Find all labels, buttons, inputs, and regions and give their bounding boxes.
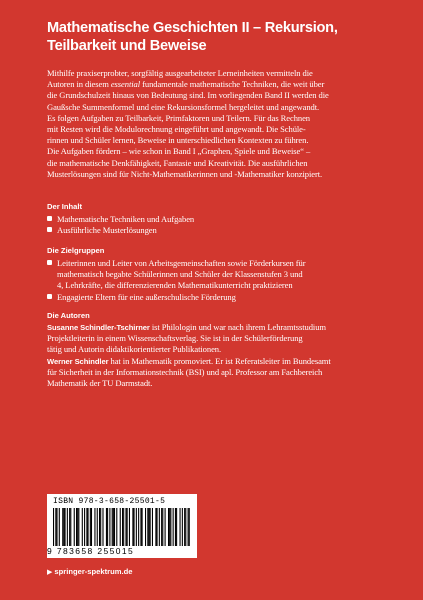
list-item: Engagierte Eltern für eine außerschulische Förderung bbox=[47, 292, 392, 303]
author-2-line: für Sicherheit in der Informationstechnik (BSI) und apl. Professor am Fachbereich bbox=[47, 366, 323, 377]
intro-line: rinnen und Schüler lernen, Beweise in unterschiedlichen Kontexten zu führen. bbox=[47, 135, 309, 146]
isbn-label: ISBN 978-3-658-25501-5 bbox=[53, 497, 166, 506]
title-line-2: Teilbarkeit und Beweise bbox=[47, 38, 207, 54]
intro-line: Gaußsche Summenformel und eine Rekursionsformel hergeleitet und angewandt. bbox=[47, 101, 320, 112]
intro-line: mit Resten wird die Modulorechnung eingeführt und angewandt. Die Schüle- bbox=[47, 124, 306, 135]
author-1-line: Projektleiterin in einem Wissenschaftsverlag. Sie ist in der Schülerförderung bbox=[47, 333, 303, 344]
zielgruppen-heading: Die Zielgruppen bbox=[47, 246, 105, 255]
author-2-name: Werner Schindler bbox=[47, 356, 109, 366]
list-item: Leiterinnen und Leiter von Arbeitsgemeinschaften sowie Förderkursen für mathematisch begabte Schülerinnen und Schüler der Klassenstufen 3 und 4, Lehrkräfte, die differenzierenden Mathematikunterricht praktizieren bbox=[47, 258, 392, 292]
arrow-right-icon: ▶ bbox=[47, 569, 53, 576]
author-1-line: Susanne Schindler-Tschirner ist Philologin und war nach ihrem Lehramtsstudium bbox=[47, 322, 326, 332]
author-2-line: Werner Schindler hat in Mathematik promoviert. Er ist Referatsleiter im Bundesamt bbox=[47, 355, 331, 366]
list-item: Mathematische Techniken und Aufgaben bbox=[47, 214, 392, 225]
barcode-number: 9 783658 255015 bbox=[47, 546, 135, 556]
intro-line: Die Aufgaben fördern – wie schon in Band I „Graphen, Spiele und Beweise“ – bbox=[47, 146, 311, 157]
intro-line: Musterlösungen sind für Nicht-Mathematikerinnen und -Mathematiker konzipiert. bbox=[47, 168, 323, 179]
barcode-bars bbox=[53, 508, 191, 546]
list-item: Ausführliche Musterlösungen bbox=[47, 225, 392, 236]
url-text: springer-spektrum.de bbox=[54, 567, 133, 576]
inhalt-heading: Der Inhalt bbox=[47, 202, 83, 211]
author-2-line: Mathematik der TU Darmstadt. bbox=[47, 378, 153, 389]
autoren-heading: Die Autoren bbox=[47, 311, 90, 320]
intro-line: Es folgen Aufgaben zu Teilbarkeit, Primfaktoren und Teilern. Für das Rechnen bbox=[47, 112, 310, 123]
title-line-1: Mathematische Geschichten II – Rekursion, bbox=[47, 20, 338, 36]
autoren-text bbox=[47, 322, 392, 389]
author-1-line: tätig und Autorin didaktikorientierter Publikationen. bbox=[47, 344, 222, 355]
intro-line: Autoren in diesem essential fundamentale mathematische Techniken, die weit über bbox=[47, 79, 325, 90]
publisher-url[interactable] bbox=[47, 567, 132, 576]
essential-word: essential bbox=[110, 79, 141, 90]
isbn-barcode bbox=[47, 494, 197, 558]
intro-line: Mithilfe praxiserprobter, sorgfältig ausgearbeiteter Lerneinheiten vermitteln die bbox=[47, 68, 313, 78]
book-title bbox=[47, 19, 407, 55]
inhalt-list bbox=[47, 214, 392, 236]
intro-paragraph bbox=[47, 68, 392, 180]
intro-line: die mathematische Denkfähigkeit, Fantasie und Kreativität. Die ausführlichen bbox=[47, 157, 308, 168]
author-1-name: Susanne Schindler-Tschirner bbox=[47, 323, 150, 332]
intro-line: die Grundschulzeit hinaus von Bedeutung sind. Im vorliegenden Band II werden die bbox=[47, 90, 329, 101]
zielgruppen-list bbox=[47, 258, 392, 303]
